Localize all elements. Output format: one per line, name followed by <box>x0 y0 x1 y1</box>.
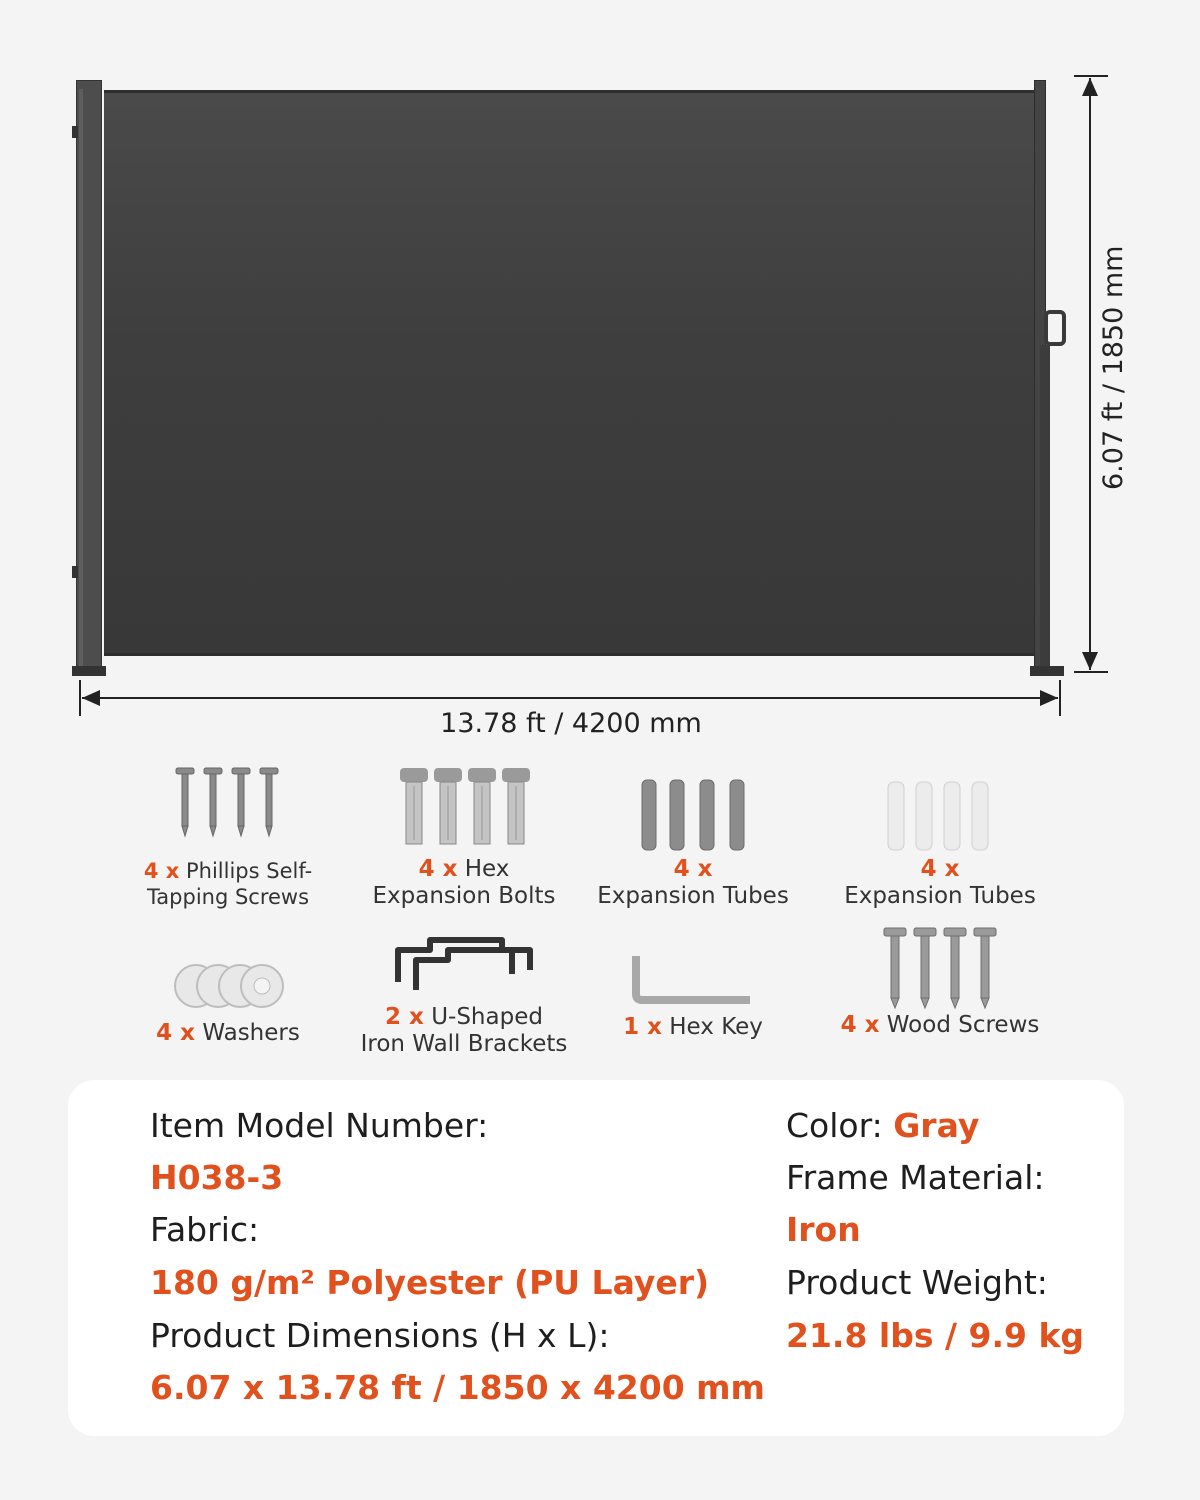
pull-bar <box>1040 345 1050 675</box>
accessory-qty: 4 x <box>143 859 180 883</box>
color-row <box>786 1106 979 1145</box>
left-post <box>76 80 102 674</box>
fabric-label: Fabric: <box>150 1210 260 1249</box>
height-label: 6.07 ft / 1850 mm <box>1098 245 1129 490</box>
accessory-name: Wood Screws <box>886 1012 1040 1038</box>
hex-key-icon <box>630 952 756 1004</box>
frame-value: Iron <box>786 1210 861 1249</box>
hinge-top <box>72 126 78 138</box>
accessory-phillips-screws <box>118 858 338 910</box>
fabric-value: 180 g/m² Polyester (PU Layer) <box>150 1263 710 1302</box>
accessory-name: Washers <box>202 1020 300 1046</box>
weight-label: Product Weight: <box>786 1263 1048 1302</box>
accessory-gray-expansion-tubes <box>574 856 812 910</box>
left-foot <box>72 666 106 676</box>
accessory-qty: 4 x <box>673 856 713 882</box>
phillips-screw-icon <box>172 766 284 840</box>
right-foot <box>1030 666 1064 676</box>
accessory-name: Hex Key <box>669 1014 763 1040</box>
accessory-qty: 4 x <box>840 1012 880 1038</box>
color-label: Color: <box>786 1106 883 1145</box>
accessory-u-brackets <box>344 1004 584 1058</box>
product-image <box>0 0 1200 690</box>
color-value: Gray <box>893 1106 980 1145</box>
accessory-name-line2: Iron Wall Brackets <box>360 1031 568 1057</box>
accessory-name: Expansion Tubes <box>844 883 1036 909</box>
hinge-bottom <box>72 566 78 578</box>
dimensions-label: Product Dimensions (H x L): <box>150 1316 610 1355</box>
accessory-name-line2: Expansion Bolts <box>372 883 556 909</box>
width-label: 13.78 ft / 4200 mm <box>440 708 702 739</box>
screen-fabric-panel <box>104 90 1034 656</box>
accessory-name: Phillips Self- <box>185 859 313 883</box>
accessory-qty: 4 x <box>920 856 960 882</box>
white-expansion-tube-icon <box>884 778 994 854</box>
accessory-washers <box>118 1020 338 1047</box>
accessory-wood-screws <box>820 1012 1060 1039</box>
accessory-qty: 4 x <box>418 856 458 882</box>
frame-label: Frame Material: <box>786 1158 1045 1197</box>
dimensions-value: 6.07 x 13.78 ft / 1850 x 4200 mm <box>150 1368 765 1407</box>
hex-expansion-bolt-icon <box>398 766 534 852</box>
weight-value: 21.8 lbs / 9.9 kg <box>786 1316 1085 1355</box>
accessory-hex-key <box>574 1014 812 1041</box>
accessory-name: Expansion Tubes <box>597 883 789 909</box>
pull-handle-icon <box>1044 310 1066 346</box>
accessory-qty: 4 x <box>156 1020 196 1046</box>
accessory-name-line2: Tapping Screws <box>146 885 310 909</box>
model-label: Item Model Number: <box>150 1106 489 1145</box>
accessory-hex-expansion-bolts <box>344 856 584 910</box>
u-bracket-icon <box>390 930 540 1000</box>
accessory-qty: 2 x <box>385 1004 424 1030</box>
accessory-white-expansion-tubes <box>820 856 1060 910</box>
accessory-name: U-Shaped <box>431 1004 543 1030</box>
accessory-name: Hex <box>464 856 510 882</box>
accessory-qty: 1 x <box>623 1014 662 1040</box>
gray-expansion-tube-icon <box>638 776 750 854</box>
model-value: H038-3 <box>150 1158 284 1197</box>
wood-screw-icon <box>882 926 1000 1010</box>
washer-icon <box>172 962 288 1010</box>
